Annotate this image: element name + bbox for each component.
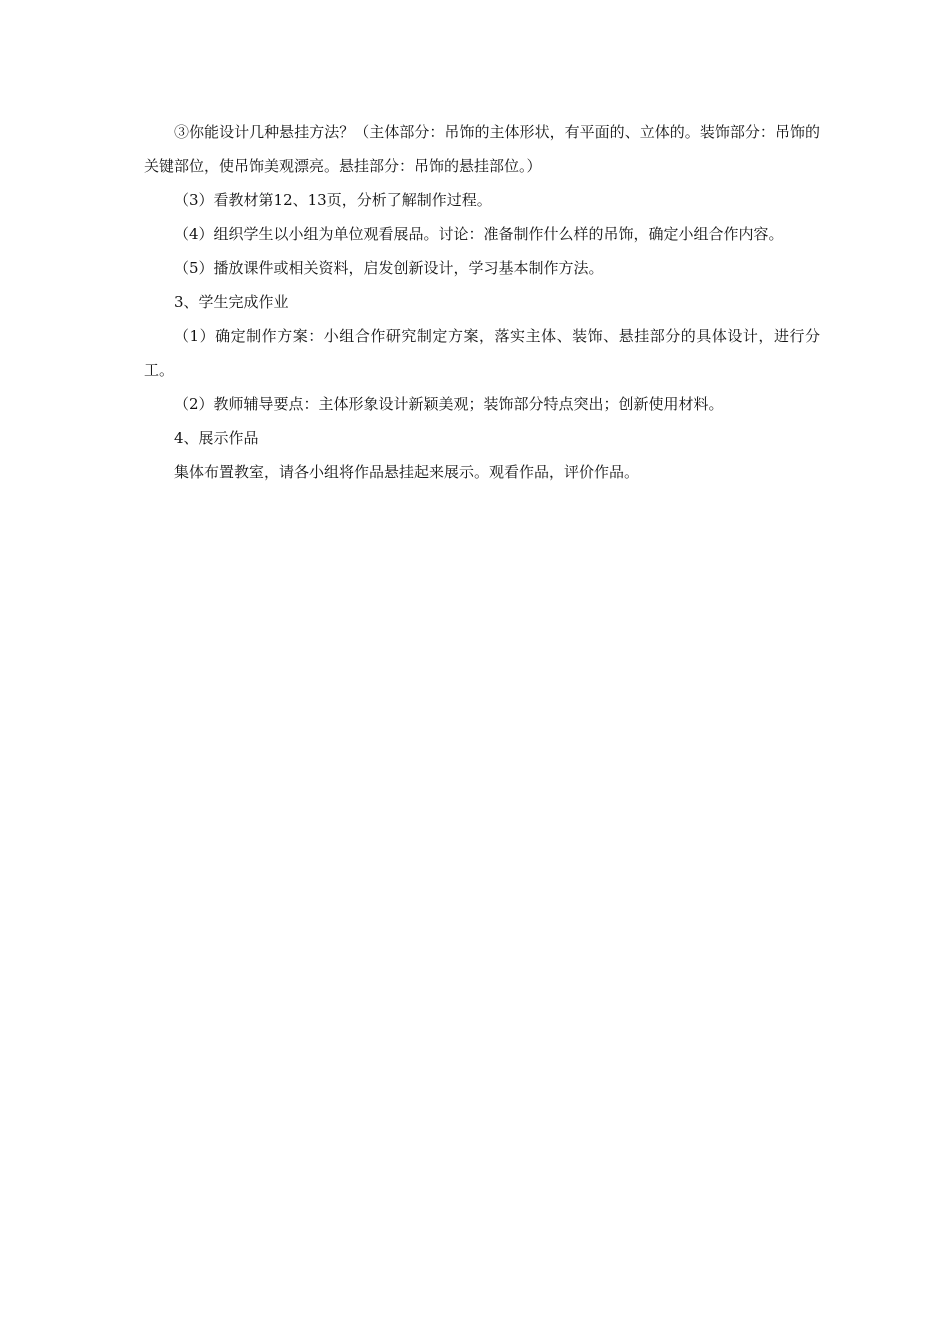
paragraph-group-viewing: （4）组织学生以小组为单位观看展品。讨论：准备制作什么样的吊饰，确定小组合作内容。 (174, 225, 784, 243)
paragraph-courseware: （5）播放课件或相关资料，启发创新设计，学习基本制作方法。 (174, 259, 604, 277)
section-heading-display: 4、展示作品 (174, 429, 259, 447)
paragraph-production-plan: （1）确定制作方案：小组合作研究制定方案，落实主体、装饰、悬挂部分的具体设计，进行分工。 (144, 327, 820, 379)
paragraph-classroom-display: 集体布置教室，请各小组将作品悬挂起来展示。观看作品，评价作品。 (174, 463, 640, 481)
document-body (144, 115, 820, 489)
section-heading-homework: 3、学生完成作业 (174, 293, 289, 311)
paragraph-hanging-methods: ③你能设计几种悬挂方法？（主体部分：吊饰的主体形状，有平面的、立体的。装饰部分：吊饰的关键部位，使吊饰美观漂亮。悬挂部分：吊饰的悬挂部位。） (144, 123, 820, 175)
paragraph-teacher-guidance: （2）教师辅导要点：主体形象设计新颖美观；装饰部分特点突出；创新使用材料。 (174, 395, 724, 413)
paragraph-textbook-pages: （3）看教材第12、13页，分析了解制作过程。 (174, 191, 492, 209)
